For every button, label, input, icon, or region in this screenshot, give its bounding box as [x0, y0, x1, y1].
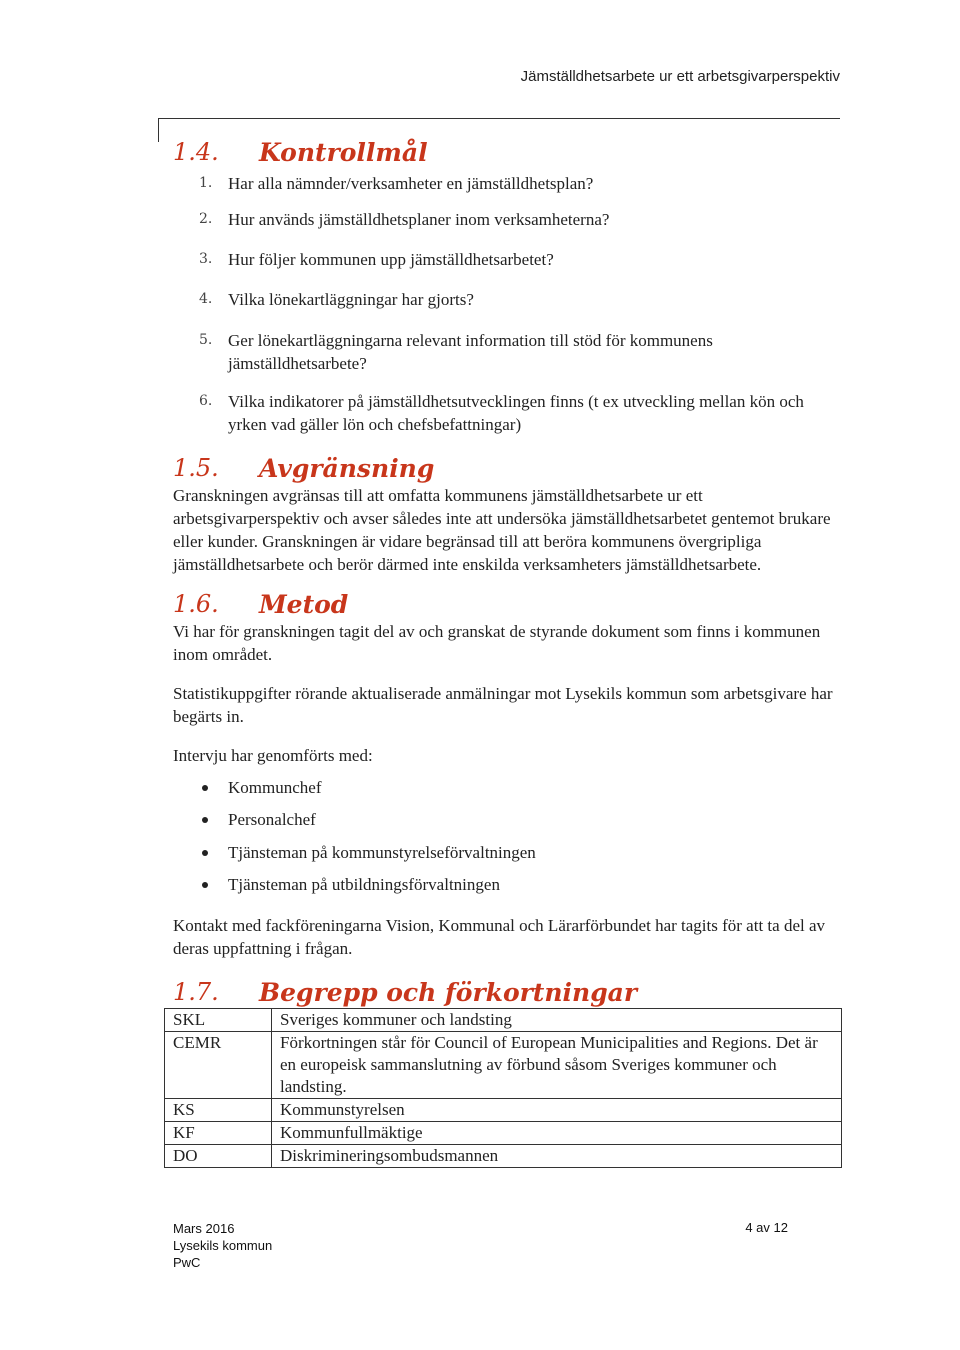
page-number: 4 av 12: [745, 1220, 788, 1235]
method-paragraph-4: Kontakt med fackföreningarna Vision, Kommunal och Lärarförbundet har tagits för att ta del av deras uppfattning i frågan.: [173, 916, 826, 958]
running-header: Jämställdhetsarbete ur ett arbetsgivarperspektiv: [520, 68, 840, 85]
list-text: Har alla nämnder/verksamheter en jämställdhetsplan?: [228, 174, 594, 193]
table-row: [165, 1032, 842, 1099]
list-text: Hur används jämställdhetsplaner inom verksamheterna?: [228, 210, 610, 229]
list-number: 1.: [199, 175, 213, 191]
abbreviation-cell: DO: [165, 1145, 272, 1168]
section-title: Metod: [259, 590, 349, 619]
list-text: Vilka lönekartläggningar har gjorts?: [228, 290, 474, 309]
table-row: [165, 1099, 842, 1122]
footer-date: Mars 2016: [173, 1221, 235, 1236]
footer-organization: Lysekils kommun: [173, 1238, 273, 1253]
abbreviation-cell: CEMR: [165, 1032, 272, 1099]
list-number: 6.: [199, 393, 213, 409]
list-text: Ger lönekartläggningarna relevant information till stöd för kommunens jämställdhetsarbete?: [228, 331, 713, 373]
section-number: 1.6.: [173, 590, 219, 618]
method-paragraph-1: Vi har för granskningen tagit del av och granskat de styrande dokument som finns i kommunen inom området.: [173, 622, 821, 664]
list-number: 3.: [199, 251, 213, 267]
list-text: Tjänsteman på utbildningsförvaltningen: [228, 875, 500, 894]
list-text: Personalchef: [228, 810, 316, 829]
method-paragraph-3: Intervju har genomförts med:: [173, 746, 373, 765]
description-cell: Kommunfullmäktige: [272, 1122, 842, 1145]
section-title: Avgränsning: [259, 454, 435, 483]
bullet-icon: [202, 817, 208, 823]
bullet-icon: [202, 785, 208, 791]
table-row: [165, 1122, 842, 1145]
section-number: 1.5.: [173, 454, 219, 482]
table-row: [165, 1009, 842, 1032]
list-number: 2.: [199, 211, 213, 227]
section-number: 1.4.: [173, 138, 219, 166]
method-paragraph-2: Statistikuppgifter rörande aktualiserade anmälningar mot Lysekils kommun som arbetsgivare har begärts in.: [173, 684, 833, 726]
header-rule: [158, 118, 840, 119]
description-cell: Förkortningen står för Council of European Municipalities and Regions. Det är en europeisk sammanslutning av förbund såsom Sveriges kommuner och landsting.: [272, 1032, 842, 1099]
footer-info: [173, 1220, 272, 1271]
description-cell: Sveriges kommuner och landsting: [272, 1009, 842, 1032]
table-row: [165, 1145, 842, 1168]
list-text: Tjänsteman på kommunstyrelseförvaltningen: [228, 843, 536, 862]
bullet-icon: [202, 882, 208, 888]
section-number: 1.7.: [173, 978, 219, 1006]
list-number: 4.: [199, 291, 213, 307]
header-rule-corner: [158, 118, 159, 142]
abbreviation-cell: SKL: [165, 1009, 272, 1032]
scope-paragraph: Granskningen avgränsas till att omfatta kommunens jämställdhetsarbete ur ett arbetsgivarperspektiv och avser således inte att undersöka jämställdhetsarbetet gentemot brukare eller kunder. Granskningen är vidare begränsad till att beröra kommunens övergripliga jämställdhetsarbete och berör därmed inte enskilda verksamheters jämställdhetsarbete.: [173, 486, 831, 574]
description-cell: Diskrimineringsombudsmannen: [272, 1145, 842, 1168]
list-text: Vilka indikatorer på jämställdhetsutvecklingen finns (t ex utveckling mellan kön och yrken vad gäller lön och chefsbefattningar): [228, 392, 804, 434]
bullet-icon: [202, 850, 208, 856]
list-text: Hur följer kommunen upp jämställdhetsarbetet?: [228, 250, 554, 269]
list-number: 5.: [199, 332, 213, 348]
abbreviation-cell: KF: [165, 1122, 272, 1145]
abbreviation-cell: KS: [165, 1099, 272, 1122]
list-text: Kommunchef: [228, 778, 322, 797]
description-cell: Kommunstyrelsen: [272, 1099, 842, 1122]
footer-firm: PwC: [173, 1255, 201, 1270]
abbreviations-table: [164, 1008, 842, 1168]
section-title: Kontrollmål: [259, 138, 428, 167]
section-title: Begrepp och förkortningar: [259, 978, 638, 1007]
